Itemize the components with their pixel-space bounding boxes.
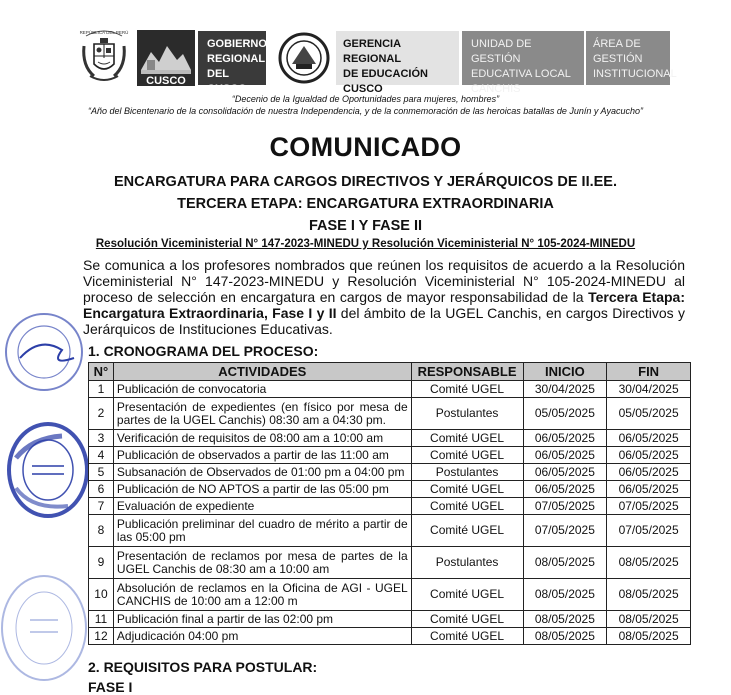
section-cronograma-heading: 1. CRONOGRAMA DEL PROCESO:: [88, 343, 319, 359]
row-activity: Subsanación de Observados de 01:00 pm a 04:00 pm: [113, 464, 411, 481]
intro-paragraph: [83, 257, 685, 337]
row-inicio: 05/05/2025: [523, 398, 607, 430]
row-fin: 06/05/2025: [607, 447, 691, 464]
row-responsable: Postulantes: [411, 398, 523, 430]
gerencia-line-2: DE EDUCACIÓN: [343, 68, 428, 80]
row-inicio: 06/05/2025: [523, 430, 607, 447]
ugel-box: [462, 31, 584, 95]
row-responsable: Postulantes: [411, 464, 523, 481]
personal-stamp-2: [2, 418, 88, 522]
gerencia-line-3: CUSCO: [343, 83, 383, 95]
row-number: 3: [89, 430, 114, 447]
ugel-line-1: UNIDAD DE GESTIÓN: [471, 38, 532, 65]
row-responsable: Comité UGEL: [411, 381, 523, 398]
row-responsable: Comité UGEL: [411, 498, 523, 515]
gerencia-educacion-seal-logo: [278, 32, 330, 84]
intro-bold: Tercera Etapa: Encargatura Extraordinaria, Fase I y II: [83, 289, 686, 321]
gerencia-line-1: GERENCIA REGIONAL: [343, 38, 402, 65]
row-activity: Presentación de expedientes (en físico por mesa de partes de la UGEL Canchis) 08:30 am a 04:30 pm.: [113, 398, 411, 430]
gobierno-line-1: GOBIERNO: [207, 38, 267, 50]
table-row: [89, 464, 691, 481]
area-line-1: ÁREA DE: [593, 38, 641, 50]
header-inicio: INICIO: [523, 363, 607, 381]
table-row: [89, 547, 691, 579]
row-activity: Presentación de reclamos por mesa de partes de la UGEL Canchis de 08:30 am a 10:00 am: [113, 547, 411, 579]
gobierno-line-3: DEL CUSCO: [207, 68, 247, 95]
row-fin: 06/05/2025: [607, 430, 691, 447]
section-requisitos-heading: 2. REQUISITOS PARA POSTULAR:: [88, 659, 318, 675]
header-actividades: ACTIVIDADES: [113, 363, 411, 381]
row-number: 4: [89, 447, 114, 464]
subtitle-tercera-etapa: TERCERA ETAPA: ENCARGATURA EXTRAORDINARIA: [177, 196, 554, 212]
row-responsable: Comité UGEL: [411, 628, 523, 645]
row-responsable: Comité UGEL: [411, 447, 523, 464]
header-n: N°: [89, 363, 114, 381]
table-row: [89, 398, 691, 430]
row-inicio: 08/05/2025: [523, 547, 607, 579]
row-fin: 08/05/2025: [607, 611, 691, 628]
gobierno-regional-box: [198, 31, 267, 95]
row-activity: Evaluación de expediente: [113, 498, 411, 515]
row-number: 9: [89, 547, 114, 579]
table-row: [89, 628, 691, 645]
row-inicio: 08/05/2025: [523, 628, 607, 645]
row-activity: Adjudicación 04:00 pm: [113, 628, 411, 645]
row-fin: 08/05/2025: [607, 628, 691, 645]
row-inicio: 07/05/2025: [523, 498, 607, 515]
table-row: [89, 481, 691, 498]
row-number: 11: [89, 611, 114, 628]
table-row: [89, 579, 691, 611]
anio-motto: “Año del Bicentenario de la consolidación de nuestra Independencia, y de la conmemoración de las heroicas batallas de Junín y Ayacucho”: [88, 106, 643, 116]
gobierno-line-2: REGIONAL: [207, 53, 266, 65]
fase-label: FASE I: [88, 679, 133, 695]
decenio-motto: “Decenio de la Igualdad de Oportunidades para mujeres, hombres”: [231, 94, 500, 104]
row-inicio: 08/05/2025: [523, 611, 607, 628]
row-fin: 07/05/2025: [607, 515, 691, 547]
row-inicio: 06/05/2025: [523, 464, 607, 481]
row-fin: 07/05/2025: [607, 498, 691, 515]
row-number: 7: [89, 498, 114, 515]
row-responsable: Postulantes: [411, 547, 523, 579]
gobierno-regional-logo: [137, 30, 195, 86]
row-responsable: Comité UGEL: [411, 579, 523, 611]
row-number: 5: [89, 464, 114, 481]
jefe-stamp-1: [0, 306, 84, 396]
subtitle-fases: FASE I Y FASE II: [308, 218, 423, 234]
jefe-stamp-3: [0, 568, 90, 686]
gerencia-regional-box: [336, 31, 459, 95]
row-activity: Verificación de requisitos de 08:00 am a 10:00 am: [113, 430, 411, 447]
intro-part-1: Se comunica a los profesores nombrados que reúnen los requisitos de acuerdo a la Resolución Viceministerial N° 147-2023-MINEDU y Resolución Viceministerial N° 105-2024-MINEDU al proceso de selección en encargatura en cargos de mayor responsabilidad de la: [83, 257, 685, 305]
row-activity: Publicación preliminar del cuadro de mérito a partir de las 05:00 pm: [113, 515, 411, 547]
table-row: [89, 381, 691, 398]
page-title: COMUNICADO: [269, 132, 462, 162]
area-line-2: GESTIÓN: [593, 53, 643, 65]
row-inicio: 06/05/2025: [523, 481, 607, 498]
row-fin: 05/05/2025: [607, 398, 691, 430]
intro-part-2: del ámbito de la UGEL Canchis, en cargos Directivos y Jerárquicos de Instituciones Educativas.: [83, 305, 685, 337]
table-row: [89, 498, 691, 515]
row-inicio: 08/05/2025: [523, 579, 607, 611]
row-fin: 06/05/2025: [607, 481, 691, 498]
row-inicio: 07/05/2025: [523, 515, 607, 547]
table-row: [89, 611, 691, 628]
cusco-logo-text: CUSCO: [146, 75, 186, 86]
peru-seal-text: REPÚBLICA DEL PERÚ: [79, 30, 129, 35]
subtitle-encargatura: ENCARGATURA PARA CARGOS DIRECTIVOS Y JERÁRQUICOS DE II.EE.: [114, 174, 617, 190]
row-responsable: Comité UGEL: [411, 515, 523, 547]
peru-coat-of-arms-logo: [78, 26, 130, 86]
table-row: [89, 447, 691, 464]
row-number: 10: [89, 579, 114, 611]
area-line-3: INSTITUCIONAL: [593, 68, 677, 80]
row-fin: 08/05/2025: [607, 579, 691, 611]
ugel-line-3: CANCHIS: [471, 83, 521, 95]
row-inicio: 30/04/2025: [523, 381, 607, 398]
table-row: [89, 515, 691, 547]
header-fin: FIN: [607, 363, 691, 381]
row-activity: Publicación final a partir de las 02:00 pm: [113, 611, 411, 628]
row-number: 6: [89, 481, 114, 498]
row-number: 1: [89, 381, 114, 398]
resolution-reference: Resolución Viceministerial N° 147-2023-MINEDU y Resolución Viceministerial N° 105-2024-MINEDU: [95, 238, 636, 250]
ugel-line-2: EDUCATIVA LOCAL: [471, 68, 571, 80]
row-responsable: Comité UGEL: [411, 481, 523, 498]
area-box: [586, 31, 677, 85]
table-header-row: [89, 363, 691, 381]
header-responsable: RESPONSABLE: [411, 363, 523, 381]
row-activity: Absolución de reclamos en la Oficina de AGI - UGEL CANCHIS de 10:00 am a 12:00 m: [113, 579, 411, 611]
row-fin: 30/04/2025: [607, 381, 691, 398]
row-activity: Publicación de NO APTOS a partir de las 05:00 pm: [113, 481, 411, 498]
row-activity: Publicación de convocatoria: [113, 381, 411, 398]
row-responsable: Comité UGEL: [411, 611, 523, 628]
row-fin: 08/05/2025: [607, 547, 691, 579]
row-number: 12: [89, 628, 114, 645]
cronograma-table: [88, 362, 691, 645]
row-number: 8: [89, 515, 114, 547]
row-activity: Publicación de observados a partir de las 11:00 am: [113, 447, 411, 464]
row-fin: 06/05/2025: [607, 464, 691, 481]
row-responsable: Comité UGEL: [411, 430, 523, 447]
row-inicio: 06/05/2025: [523, 447, 607, 464]
row-number: 2: [89, 398, 114, 430]
table-row: [89, 430, 691, 447]
